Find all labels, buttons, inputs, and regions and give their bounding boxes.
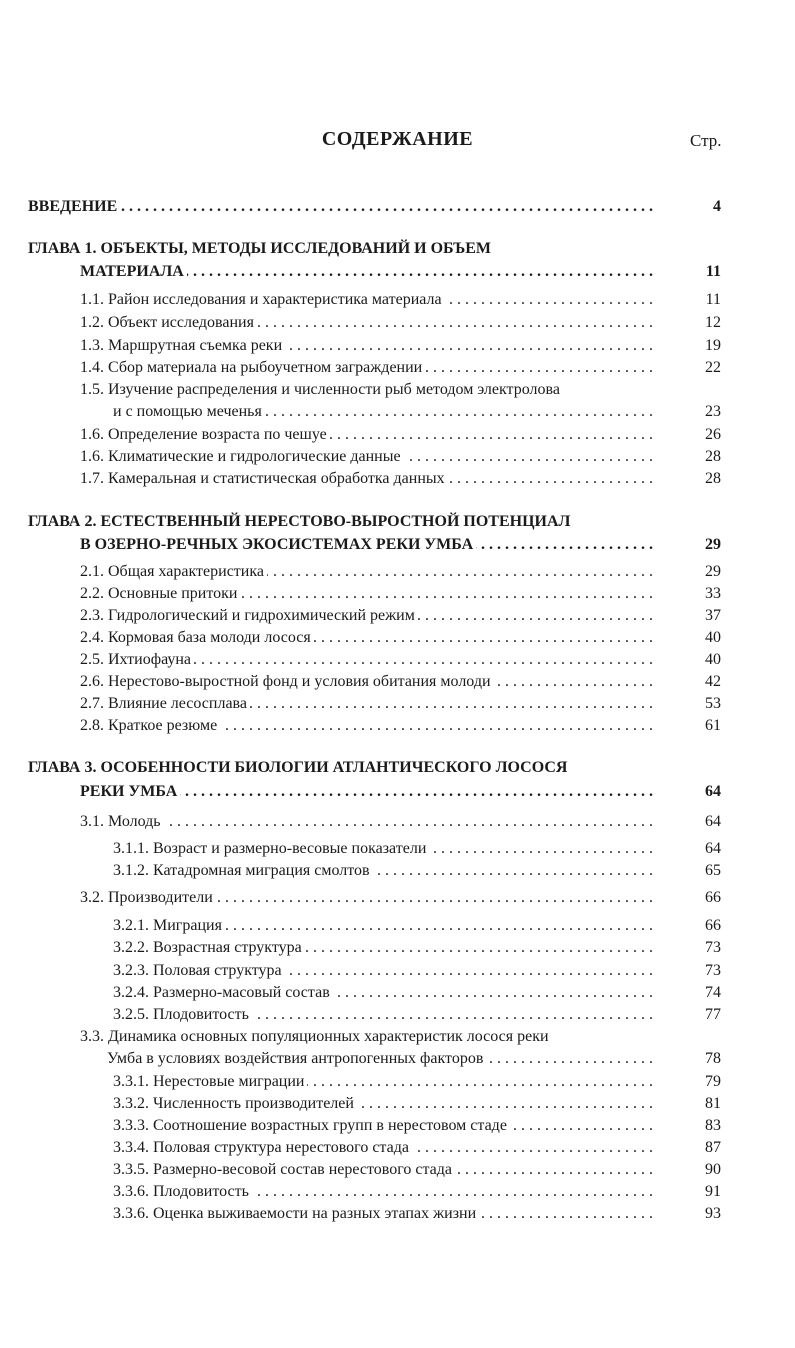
toc-entry-page: 66: [705, 917, 721, 934]
toc-entry-title: 3.3.4. Половая структура нерестового стада: [113, 1139, 412, 1157]
toc-entry-title: МАТЕРИАЛА: [80, 263, 187, 281]
toc-entry-page: 19: [705, 337, 721, 354]
toc-entry-page: 90: [705, 1161, 721, 1178]
toc-entry-title: В ОЗЕРНО-РЕЧНЫХ ЭКОСИСТЕМАХ РЕКИ УМБА: [80, 536, 476, 554]
toc-entry: [0, 1050, 795, 1072]
toc-entry-title: 2.8. Краткое резюме: [80, 717, 220, 735]
toc-entry-page: 93: [705, 1205, 721, 1222]
toc-entry: [0, 783, 795, 805]
page-title: СОДЕРЖАНИЕ: [321, 128, 474, 150]
toc-entry-page: 64: [705, 783, 721, 800]
toc-entry-page: 29: [705, 536, 721, 553]
toc-entry: [0, 1139, 795, 1161]
toc-entry-title: 3.2. Производители: [80, 889, 216, 907]
toc-entry: [0, 314, 795, 336]
dot-leader: [38, 203, 653, 217]
toc-entry-page: 42: [705, 673, 721, 690]
toc-entry-title: 3.2.1. Миграция: [113, 917, 225, 935]
toc-entry-title: 3.2.5. Плодовитость: [113, 1006, 252, 1024]
toc-entry-title: 3.3.1. Нерестовые миграции: [113, 1073, 307, 1091]
toc-entry: [0, 240, 795, 262]
toc-entry-title: 2.6. Нерестово-выростной фонд и условия обитания молоди: [80, 673, 494, 691]
toc-entry-page: 22: [705, 359, 721, 376]
toc-entry-page: 83: [705, 1117, 721, 1134]
toc-entry: [0, 962, 795, 984]
toc-entry-page: 29: [705, 563, 721, 580]
toc-entry-page: 23: [705, 403, 721, 420]
toc-entry-title: ГЛАВА 1. ОБЪЕКТЫ, МЕТОДЫ ИССЛЕДОВАНИЙ И ОБЪЕМ: [28, 240, 494, 258]
toc-entry: [0, 1006, 795, 1028]
toc-entry-title: 2.7. Влияние лесосплава: [80, 695, 250, 713]
toc-entry: [0, 1161, 795, 1183]
toc-entry: [0, 759, 795, 781]
toc-entry: [0, 862, 795, 884]
toc-entry-title: 3.3.2. Численность производителей: [113, 1095, 357, 1113]
toc-entry-title: ГЛАВА 3. ОСОБЕННОСТИ БИОЛОГИИ АТЛАНТИЧЕСКОГО ЛОСОСЯ: [28, 759, 570, 777]
toc-entry-title: 3.3.6. Плодовитость: [113, 1183, 252, 1201]
toc-entry-title: 3.2.3. Половая структура: [113, 962, 285, 980]
toc-entry-page: 40: [705, 651, 721, 668]
toc-entry: [0, 448, 795, 470]
toc-entry: [0, 695, 795, 717]
toc-entry-page: 78: [705, 1050, 721, 1067]
toc-entry-page: 11: [705, 291, 721, 308]
toc-entry-title: ГЛАВА 2. ЕСТЕСТВЕННЫЙ НЕРЕСТОВО-ВЫРОСТНОЙ ПОТЕНЦИАЛ: [28, 513, 573, 531]
toc-entry-title: 3.1.2. Катадромная миграция смолтов: [113, 862, 373, 880]
toc-entry: [0, 1205, 795, 1227]
toc-entry: [0, 939, 795, 961]
toc-entry: [0, 198, 795, 220]
toc-entry: [0, 337, 795, 359]
toc-entry: [0, 381, 795, 403]
toc-entry: [0, 673, 795, 695]
toc-entry-title: 1.5. Изучение распределения и численности рыб методом электролова: [80, 381, 563, 399]
toc-entry-title: 3.2.2. Возрастная структура: [113, 939, 305, 957]
toc-entry-title: 2.5. Ихтиофауна: [80, 651, 194, 669]
toc-entry-title: 3.3.6. Оценка выживаемости на разных этапах жизни: [113, 1205, 479, 1223]
toc-entry-title: 3.3.5. Размерно-весовой состав нерестового стада: [113, 1161, 455, 1179]
toc-entry: [0, 651, 795, 673]
toc-entry-page: 66: [705, 889, 721, 906]
toc-entry: [0, 426, 795, 448]
toc-entry: [0, 840, 795, 862]
toc-entry: [0, 1028, 795, 1050]
toc-entry-title: 1.6. Климатические и гидрологические данные: [80, 448, 404, 466]
toc-entry: [0, 717, 795, 739]
toc-entry: [0, 813, 795, 835]
toc-entry-page: 74: [705, 984, 721, 1001]
toc-entry: [0, 889, 795, 911]
toc-entry-page: 28: [705, 448, 721, 465]
toc-entry: [0, 1117, 795, 1139]
toc-entry: [0, 984, 795, 1006]
toc-entry-page: 65: [705, 862, 721, 879]
toc-entry: [0, 291, 795, 313]
toc-entry-page: 79: [705, 1073, 721, 1090]
toc-entry-page: 37: [705, 607, 721, 624]
toc-entry-title: 1.6. Определение возраста по чешуе: [80, 426, 330, 444]
toc-entry-title: и с помощью меченья: [113, 403, 265, 421]
toc-entry: [0, 359, 795, 381]
toc-entry-page: 91: [705, 1183, 721, 1200]
toc-entry: [0, 536, 795, 558]
toc-entry: [0, 403, 795, 425]
toc-entry-title: 2.2. Основные притоки: [80, 585, 240, 603]
toc-entry: [0, 585, 795, 607]
toc-entry-title: 2.4. Кормовая база молоди лосося: [80, 629, 314, 647]
toc-entry-page: 64: [705, 813, 721, 830]
toc-entry-title: 2.1. Общая характеристика: [80, 563, 267, 581]
toc-entry: [0, 1073, 795, 1095]
toc-entry-page: 87: [705, 1139, 721, 1156]
toc-entry-page: 26: [705, 426, 721, 443]
toc-entry: [0, 917, 795, 939]
toc-entry-page: 4: [713, 198, 721, 215]
toc-entry: [0, 563, 795, 585]
toc-entry-title: 3.1. Молодь: [80, 813, 164, 831]
toc-entry: [0, 470, 795, 492]
toc-entry-title: 1.3. Маршрутная съемка реки: [80, 337, 285, 355]
toc-entry-title: 3.1.1. Возраст и размерно-весовые показатели: [113, 840, 429, 858]
toc-entry-title: 3.3. Динамика основных популяционных характеристик лосося реки: [80, 1028, 552, 1046]
toc-entry: [0, 263, 795, 285]
toc-entry-title: 3.2.4. Размерно-масовый состав: [113, 984, 333, 1002]
toc-entry-page: 12: [705, 314, 721, 331]
toc-entry-page: 73: [705, 939, 721, 956]
toc-entry: [0, 513, 795, 535]
toc-entry: [0, 629, 795, 651]
toc-entry-title: 2.3. Гидрологический и гидрохимический режим: [80, 607, 418, 625]
toc-entry-page: 11: [705, 263, 721, 280]
toc-entry: [0, 607, 795, 629]
toc-entry-page: 33: [705, 585, 721, 602]
dot-leader: [90, 818, 653, 832]
toc-entry-page: 64: [705, 840, 721, 857]
toc-entry-page: 28: [705, 470, 721, 487]
toc-entry-page: 53: [705, 695, 721, 712]
toc-entry-page: 77: [705, 1006, 721, 1023]
toc-entry-title: 3.3.3. Соотношение возрастных групп в нерестовом стаде: [113, 1117, 510, 1135]
toc-entry-title: 1.4. Сбор материала на рыбоучетном заграждении: [80, 359, 425, 377]
toc-entry: [0, 1183, 795, 1205]
toc-entry-title: РЕКИ УМБА: [80, 783, 180, 801]
toc-entry: [0, 1095, 795, 1117]
page-column-label: Стр.: [690, 131, 722, 150]
toc-entry-title: ВВЕДЕНИЕ: [28, 198, 120, 216]
toc-entry-page: 40: [705, 629, 721, 646]
toc-entry-page: 81: [705, 1095, 721, 1112]
toc-entry-page: 61: [705, 717, 721, 734]
toc-entry-title: 1.2. Объект исследования: [80, 314, 257, 332]
toc-entry-page: 73: [705, 962, 721, 979]
toc-entry-title: 1.1. Район исследования и характеристика материала: [80, 291, 445, 309]
toc-entry-title: 1.7. Камеральная и статистическая обработка данных: [80, 470, 448, 488]
toc-entry-title: Умба в условиях воздействия антропогенных факторов: [107, 1050, 486, 1068]
